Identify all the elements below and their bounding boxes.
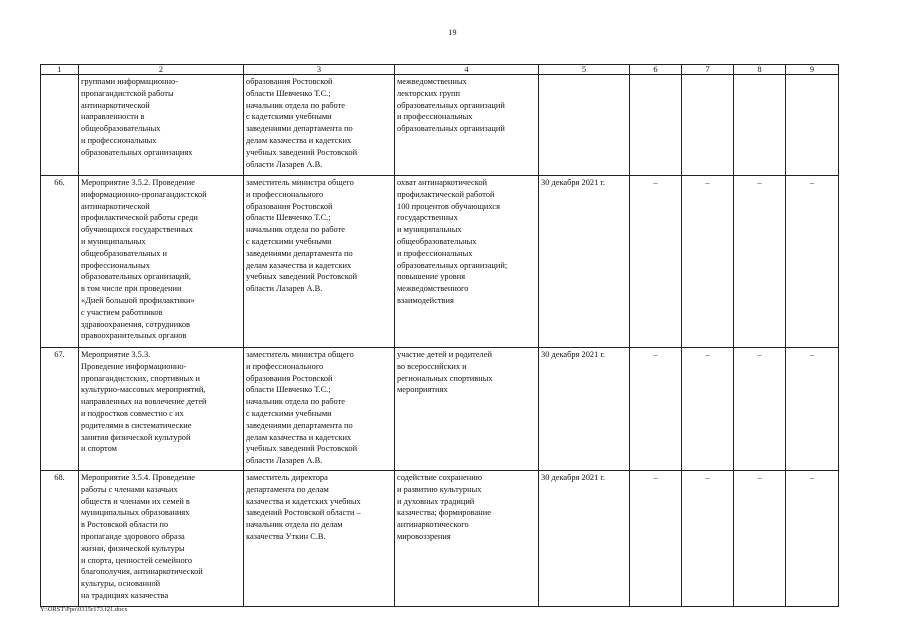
row-number: 66.	[41, 176, 79, 348]
date-cell: 30 декабря 2021 г.	[539, 348, 630, 471]
column-header: 4	[395, 65, 539, 75]
file-path-footer: Y:\ORST\Ppo\0315r173.f21.docx	[40, 606, 128, 613]
value-cell: –	[786, 348, 839, 471]
table-row	[41, 348, 839, 471]
result-cell: участие детей и родителей во всероссийских и региональных спортивных мероприятиях	[395, 348, 539, 471]
column-header: 7	[682, 65, 734, 75]
column-header: 5	[539, 65, 630, 75]
column-number-row	[41, 65, 839, 75]
result-cell: межведомственных лекторских групп образовательных организаций и профессиональных образовательных организаций	[395, 75, 539, 176]
column-header: 3	[244, 65, 395, 75]
value-cell: –	[786, 176, 839, 348]
event-cell: группами информационно- пропагандистской работы антинаркотической направленности в общеобразовательных и профессиональных образовательных организациях	[79, 75, 244, 176]
value-cell: –	[630, 471, 682, 607]
responsible-cell: заместитель министра общего и профессионального образования Ростовской области Шевченко Т.С.; начальник отдела по работе с кадетскими учебными заведениями департамента по делам казачества и кадетских учебных заведений Ростовской области Лазарев А.В.	[244, 176, 395, 348]
row-number	[41, 75, 79, 176]
value-cell	[786, 75, 839, 176]
table-row	[41, 75, 839, 176]
row-number: 67.	[41, 348, 79, 471]
result-cell: содействие сохранению и развитию культурных и духовных традиций казачества; формирование антинаркотического мировоззрения	[395, 471, 539, 607]
value-cell: –	[734, 348, 786, 471]
event-cell: Мероприятие 3.5.2. Проведение информационно-пропагандистской антинаркотической профилактической работы среди обучающихся государственных и муниципальных общеобразовательных и профессиональных образовательных организаций, в том числе при проведении «Дней большой профилактики» с участием работников здравоохранения, сотрудников правоохранительных органов	[79, 176, 244, 348]
value-cell: –	[682, 471, 734, 607]
page-number: 19	[448, 28, 457, 37]
value-cell: –	[734, 471, 786, 607]
event-cell: Мероприятие 3.5.4. Проведение работы с членами казачьих обществ и членами их семей в муниципальных образованиях в Ростовской области по пропаганде здорового образа жизни, физической культуры и спорта, ценностей семейного благополучия, антинаркотической культуры, основанной на традициях казачества	[79, 471, 244, 607]
value-cell: –	[630, 348, 682, 471]
column-header: 2	[79, 65, 244, 75]
responsible-cell: заместитель директора департамента по делам казачества и кадетских учебных заведений Ростовской области – начальник отдела по делам казачества Уткин С.В.	[244, 471, 395, 607]
column-header: 6	[630, 65, 682, 75]
column-header: 9	[786, 65, 839, 75]
value-cell: –	[630, 176, 682, 348]
responsible-cell: заместитель министра общего и профессионального образования Ростовской области Шевченко Т.С.; начальник отдела по работе с кадетскими учебными заведениями департамента по делам казачества и кадетских учебных заведений Ростовской области Лазарев А.В.	[244, 348, 395, 471]
table-row	[41, 471, 839, 607]
value-cell: –	[734, 176, 786, 348]
column-header: 8	[734, 65, 786, 75]
table-row	[41, 176, 839, 348]
date-cell: 30 декабря 2021 г.	[539, 176, 630, 348]
plan-table	[40, 64, 839, 607]
value-cell	[682, 75, 734, 176]
value-cell	[734, 75, 786, 176]
value-cell: –	[682, 176, 734, 348]
event-cell: Мероприятие 3.5.3. Проведение информационно- пропагандистских, спортивных и культурно-массовых мероприятий, направленных на вовлечение детей и подростков совместно с их родителями в систематические занятия физической культурой и спортом	[79, 348, 244, 471]
row-number: 68.	[41, 471, 79, 607]
value-cell	[630, 75, 682, 176]
responsible-cell: образования Ростовской области Шевченко Т.С.; начальник отдела по работе с кадетскими учебными заведениями департамента по делам казачества и кадетских учебных заведений Ростовской области Лазарев А.В.	[244, 75, 395, 176]
date-cell: 30 декабря 2021 г.	[539, 471, 630, 607]
value-cell: –	[682, 348, 734, 471]
column-header: 1	[41, 65, 79, 75]
result-cell: охват антинаркотической профилактической работой 100 процентов обучающихся государственных и муниципальных общеобразовательных и профессиональных образовательных организаций; повышение уровня межведомственного взаимодействия	[395, 176, 539, 348]
value-cell: –	[786, 471, 839, 607]
date-cell	[539, 75, 630, 176]
